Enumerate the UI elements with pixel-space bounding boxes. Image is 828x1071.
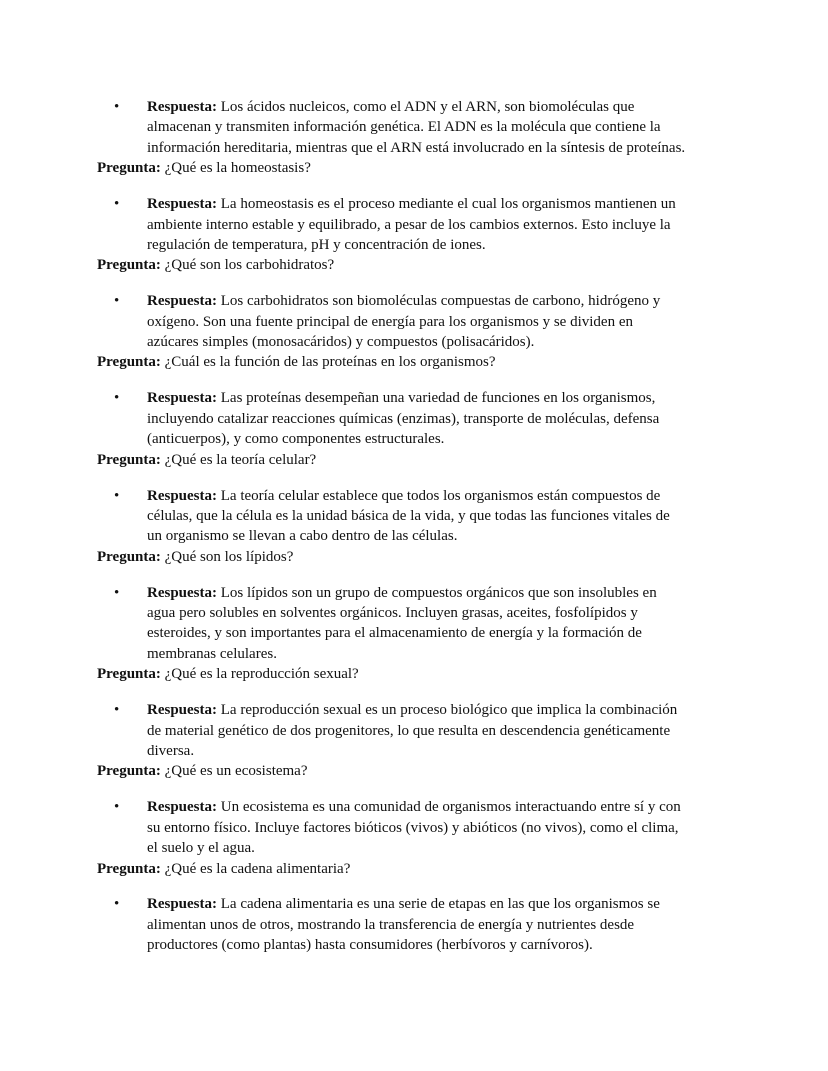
question-line: [0, 158, 828, 178]
answer-line: [147, 312, 828, 332]
answer-line: [147, 721, 828, 741]
answer-text: Los ácidos nucleicos, como el ADN y el ARN, son biomoléculas que: [220, 99, 635, 115]
qa-item: [0, 700, 828, 797]
answer-label: Respuesta:: [147, 196, 217, 213]
answer-bullet: [0, 486, 828, 547]
answer-label: Respuesta:: [147, 293, 217, 310]
answer-text: esteroides, y son importantes para el almacenamiento de energía y la formación de: [147, 625, 642, 642]
question-text: ¿Qué es un ecosistema?: [164, 763, 308, 780]
question-text: ¿Qué son los lípidos?: [164, 548, 294, 565]
spacer: [0, 879, 828, 895]
bullet-marker: •: [114, 99, 120, 115]
answer-text: La reproducción sexual es un proceso biológico que implica la combinación: [220, 702, 678, 719]
answer-label: Respuesta:: [147, 584, 217, 601]
answer-bullet: [0, 700, 828, 761]
question-text: ¿Qué es la homeostasis?: [164, 160, 311, 177]
question-text: ¿Qué es la cadena alimentaria?: [164, 860, 351, 877]
answer-line: [147, 117, 828, 137]
answer-text: alimentan unos de otros, mostrando la transferencia de energía y nutrientes desde: [147, 916, 635, 933]
answer-line: [147, 486, 828, 506]
answer-line: [147, 915, 828, 935]
answer-label: Respuesta:: [147, 487, 217, 504]
question-label: Pregunta:: [97, 763, 161, 780]
answer-line: [147, 409, 828, 429]
answer-bullet: [0, 194, 828, 255]
question-text: ¿Qué es la teoría celular?: [164, 451, 317, 468]
qa-item: [0, 797, 828, 894]
answer-bullet: [0, 388, 828, 449]
answer-bullet: [0, 797, 828, 858]
answer-line: [147, 741, 828, 761]
answer-line: [147, 291, 828, 311]
answer-bullet: [0, 583, 828, 665]
answer-text: de material genético de dos progenitores, lo que resulta en descendencia genéticamente: [147, 722, 671, 739]
spacer: [0, 373, 828, 389]
answer-text: diversa.: [147, 742, 195, 759]
spacer: [0, 470, 828, 486]
question-label: Pregunta:: [97, 860, 161, 877]
bullet-marker: •: [114, 196, 120, 213]
answer-bullet: [0, 291, 828, 352]
qa-item: [0, 894, 828, 955]
answer-text: La teoría celular establece que todos los organismos están compuestos de: [220, 487, 661, 504]
question-line: [0, 352, 828, 372]
answer-line: [147, 935, 828, 955]
bullet-marker: •: [114, 584, 120, 601]
answer-text: azúcares simples (monosacáridos) y compuestos (polisacáridos).: [147, 334, 535, 351]
answer-text: incluyendo catalizar reacciones químicas (enzimas), transporte de moléculas, defensa: [147, 410, 660, 427]
answer-line: [147, 603, 828, 623]
answer-line: [147, 818, 828, 838]
answer-text: regulación de temperatura, pH y concentración de iones.: [147, 236, 486, 253]
question-line: [0, 859, 828, 879]
question-label: Pregunta:: [97, 666, 161, 683]
spacer: [0, 276, 828, 292]
answer-text: oxígeno. Son una fuente principal de energía para los organismos y se dividen en: [147, 313, 633, 330]
answer-line: [147, 506, 828, 526]
answer-line: [147, 97, 828, 117]
bullet-marker: •: [114, 702, 120, 719]
bullet-marker: •: [114, 487, 120, 504]
answer-text: productores (como plantas) hasta consumidores (herbívoros y carnívoros).: [147, 937, 593, 954]
spacer: [0, 782, 828, 798]
answer-text: Un ecosistema es una comunidad de organismos interactuando entre sí y con: [220, 799, 681, 816]
answer-line: [147, 429, 828, 449]
answer-line: [147, 194, 828, 214]
question-label: Pregunta:: [97, 451, 161, 468]
bullet-marker: •: [114, 293, 120, 310]
qa-item: [0, 486, 828, 583]
answer-line: [147, 388, 828, 408]
answer-label: Respuesta:: [147, 799, 217, 816]
answer-text: La cadena alimentaria es una serie de etapas en las que los organismos se: [220, 896, 660, 913]
answer-text: su entorno físico. Incluye factores bióticos (vivos) y abióticos (no vivos), como el clima,: [147, 819, 679, 836]
answer-line: [147, 797, 828, 817]
answer-label: Respuesta:: [147, 99, 217, 115]
answer-text: Los lípidos son un grupo de compuestos orgánicos que son insolubles en: [220, 584, 657, 601]
qa-item: [0, 194, 828, 291]
bullet-marker: •: [114, 799, 120, 816]
bullet-marker: •: [114, 896, 120, 913]
answer-line: [147, 526, 828, 546]
bullet-marker: •: [114, 390, 120, 407]
answer-line: [147, 700, 828, 720]
answer-text: membranas celulares.: [147, 645, 277, 662]
qa-item: [0, 97, 828, 194]
answer-text: agua pero solubles en solventes orgánicos. Incluyen grasas, aceites, fosfolípidos y: [147, 605, 638, 622]
question-line: [0, 547, 828, 567]
question-line: [0, 664, 828, 684]
spacer: [0, 567, 828, 583]
question-text: ¿Qué es la reproducción sexual?: [164, 666, 359, 683]
answer-text: (anticuerpos), y como componentes estructurales.: [147, 431, 445, 448]
answer-line: [147, 644, 828, 664]
answer-text: Los carbohidratos son biomoléculas compuestas de carbono, hidrógeno y: [220, 293, 661, 310]
answer-line: [147, 838, 828, 858]
answer-label: Respuesta:: [147, 390, 217, 407]
answer-line: [147, 138, 828, 158]
question-line: [0, 450, 828, 470]
question-text: ¿Qué son los carbohidratos?: [164, 257, 335, 274]
answer-text: células, que la célula es la unidad básica de la vida, y que todas las funciones vitales de: [147, 507, 670, 524]
answer-label: Respuesta:: [147, 702, 217, 719]
answer-line: [147, 623, 828, 643]
question-label: Pregunta:: [97, 160, 161, 177]
qa-item: [0, 583, 828, 701]
answer-text: el suelo y el agua.: [147, 840, 255, 857]
question-label: Pregunta:: [97, 354, 161, 371]
answer-line: [147, 583, 828, 603]
answer-text: información hereditaria, mientras que el ARN está involucrado en la síntesis de proteínas.: [147, 139, 686, 156]
document-body: [0, 97, 828, 956]
question-text: ¿Cuál es la función de las proteínas en los organismos?: [164, 354, 496, 371]
answer-text: Las proteínas desempeñan una variedad de funciones en los organismos,: [220, 390, 656, 407]
question-label: Pregunta:: [97, 548, 161, 565]
answer-label: Respuesta:: [147, 896, 217, 913]
answer-bullet: [0, 894, 828, 955]
answer-text: almacenan y transmiten información genética. El ADN es la molécula que contiene la: [147, 119, 661, 136]
qa-item: [0, 388, 828, 485]
answer-line: [147, 215, 828, 235]
answer-text: un organismo se llevan a cabo dentro de las células.: [147, 528, 458, 545]
answer-text: ambiente interno estable y equilibrado, a pesar de los cambios externos. Esto incluye la: [147, 216, 671, 233]
answer-line: [147, 332, 828, 352]
qa-item: [0, 291, 828, 388]
answer-text: La homeostasis es el proceso mediante el cual los organismos mantienen un: [220, 196, 676, 213]
answer-line: [147, 235, 828, 255]
spacer: [0, 179, 828, 195]
question-line: [0, 761, 828, 781]
answer-bullet: [0, 97, 828, 158]
question-line: [0, 255, 828, 275]
spacer: [0, 685, 828, 701]
question-label: Pregunta:: [97, 257, 161, 274]
answer-line: [147, 894, 828, 914]
